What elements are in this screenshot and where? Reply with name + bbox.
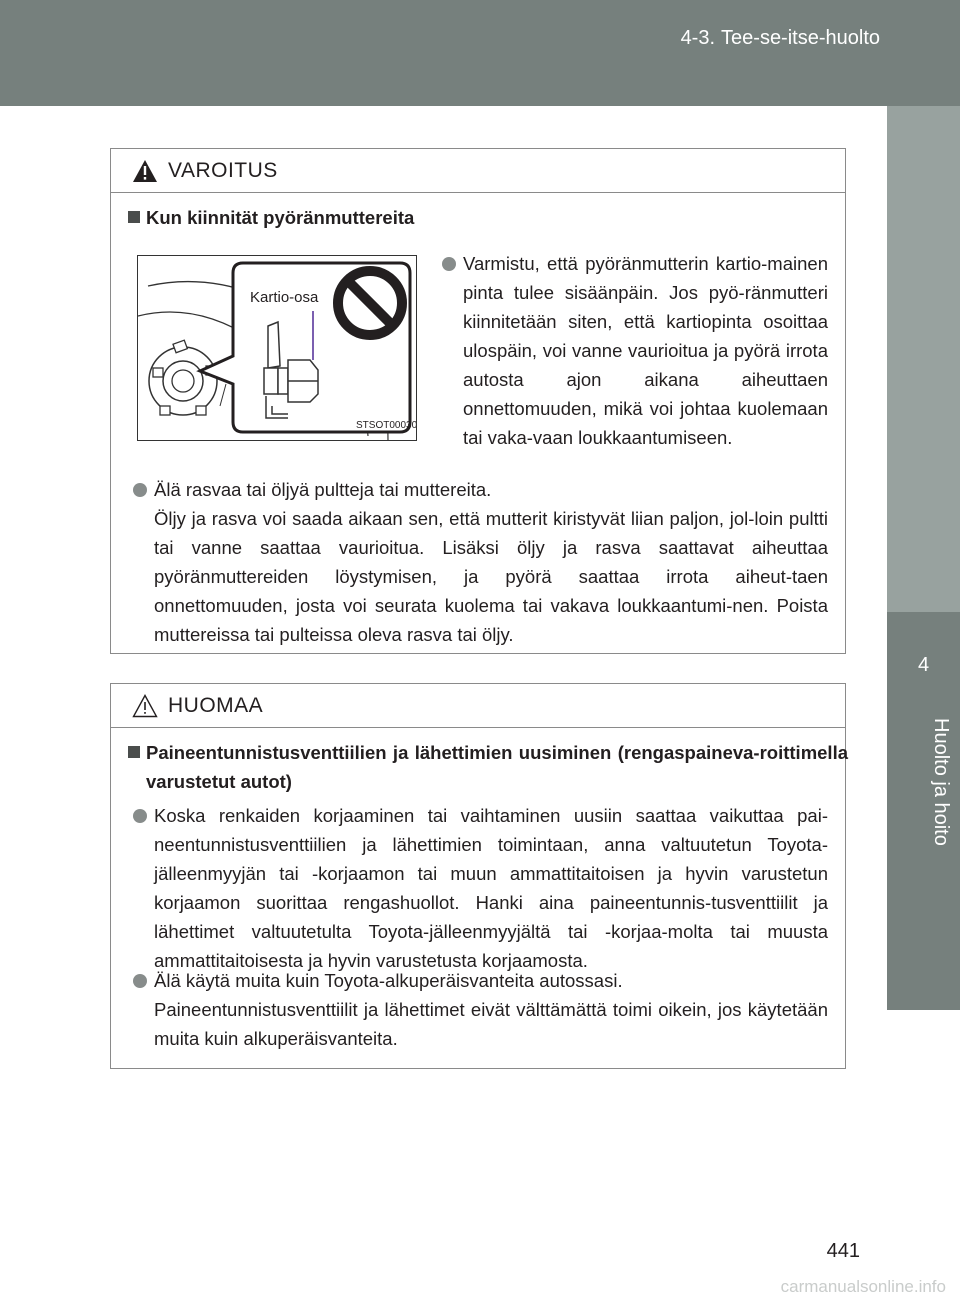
warning-bullet-1-text: Varmistu, että pyöränmutterin kartio-mainen pinta tulee sisäänpäin. Jos pyö-ränmutteri kiinnitetään siten, että kartiopinta osoittaa ulospäin, voi vanne vaurioitua ja pyörä irrota autosta ajon aikana aiheuttaen onnettomuuden, mikä voi johtaa kuolemaan tai vaka-vaan loukkaantumiseen. bbox=[463, 253, 828, 448]
side-tab-upper bbox=[887, 106, 960, 612]
warning-bullet-1 bbox=[463, 249, 828, 452]
chapter-side-tab bbox=[887, 106, 960, 1301]
notice-bullet-2-lead: Älä käytä muita kuin Toyota-alkuperäisvanteita autossasi. bbox=[154, 970, 623, 991]
warning-bullet-2 bbox=[154, 475, 828, 649]
notice-bullet-1 bbox=[154, 801, 828, 975]
notice-title: HUOMAA bbox=[168, 693, 264, 717]
watermark: carmanualsonline.info bbox=[780, 1277, 946, 1296]
warning-subheading bbox=[128, 203, 414, 232]
top-header-bar bbox=[0, 0, 960, 106]
notice-box bbox=[110, 683, 846, 1069]
warning-bullet-2-body: Öljy ja rasva voi saada aikaan sen, että mutterit kiristyvät liian paljon, jol-loin pultti tai vanne saattaa vaurioitua. Lisäksi öljy ja rasva saattavat aiheuttaa pyöränmuttereiden löystymisen, ja pyörä saattaa irrota aiheut-taen onnettomuuden, josta voi seurata kuolema tai vakava loukkaantumi-nen. Poista muttereissa tai pulteissa oleva rasva tai öljy. bbox=[154, 508, 828, 645]
wheel-nut-illustration bbox=[137, 255, 417, 441]
notice-bullet-2 bbox=[154, 966, 828, 1053]
section-heading bbox=[681, 27, 880, 50]
warning-box bbox=[110, 148, 846, 654]
warning-subheading-text: Kun kiinnität pyöränmuttereita bbox=[146, 207, 415, 228]
notice-bullet-2-body: Paineentunnistusventtiilit ja lähettimet eivät välttämättä toimi oikein, jos käytetään muita kuin alkuperäisvanteita. bbox=[154, 999, 828, 1049]
caution-outline-triangle-icon bbox=[132, 694, 158, 718]
notice-subheading-text: Paineentunnistusventtiilien ja lähettimien uusiminen (rengaspaineva-roittimella varustetut autot) bbox=[146, 742, 848, 792]
bullet-dot-icon bbox=[133, 483, 147, 497]
section-title: Tee-se-itse-huolto bbox=[721, 27, 880, 49]
bullet-dot-icon bbox=[133, 809, 147, 823]
warning-header bbox=[111, 149, 845, 193]
warning-title: VAROITUS bbox=[168, 158, 278, 182]
section-number: 4-3. bbox=[680, 27, 716, 49]
warning-bullet-2-lead: Älä rasvaa tai öljyä pultteja tai muttereita. bbox=[154, 479, 492, 500]
chapter-number: 4 bbox=[917, 654, 930, 676]
warning-triangle-icon bbox=[132, 159, 158, 183]
bullet-dot-icon bbox=[442, 257, 456, 271]
square-bullet-icon bbox=[128, 211, 140, 223]
notice-subheading bbox=[128, 738, 848, 796]
notice-bullet-1-text: Koska renkaiden korjaaminen tai vaihtaminen uusiin saattaa vaikuttaa pai-neentunnistusventtiilien ja lähettimien toimintaan, anna valtuutetun Toyota-jälleenmyyjän tai -korjaamon tai muun ammattitaitoisen ja hyvin varustetun korjaamon suorittaa rengashuollot. Hanki aina paineentunnis-tusventtiilit ja lähettimet valtuutetulta Toyota-jälleenmyyjältä tai -korjaa-molta tai muusta ammattitaitoisesta ja hyvin varustetusta korjaamosta. bbox=[154, 805, 828, 971]
bullet-dot-icon bbox=[133, 974, 147, 988]
illustration-code: STSOT00030 bbox=[356, 420, 416, 431]
wheel-hub-diagram bbox=[138, 256, 416, 440]
illustration-label: Kartio-osa bbox=[250, 289, 319, 306]
page-number: 441 bbox=[826, 1240, 860, 1262]
chapter-title: Huolto ja hoito bbox=[930, 718, 952, 846]
square-bullet-icon bbox=[128, 746, 140, 758]
notice-header bbox=[111, 684, 845, 728]
